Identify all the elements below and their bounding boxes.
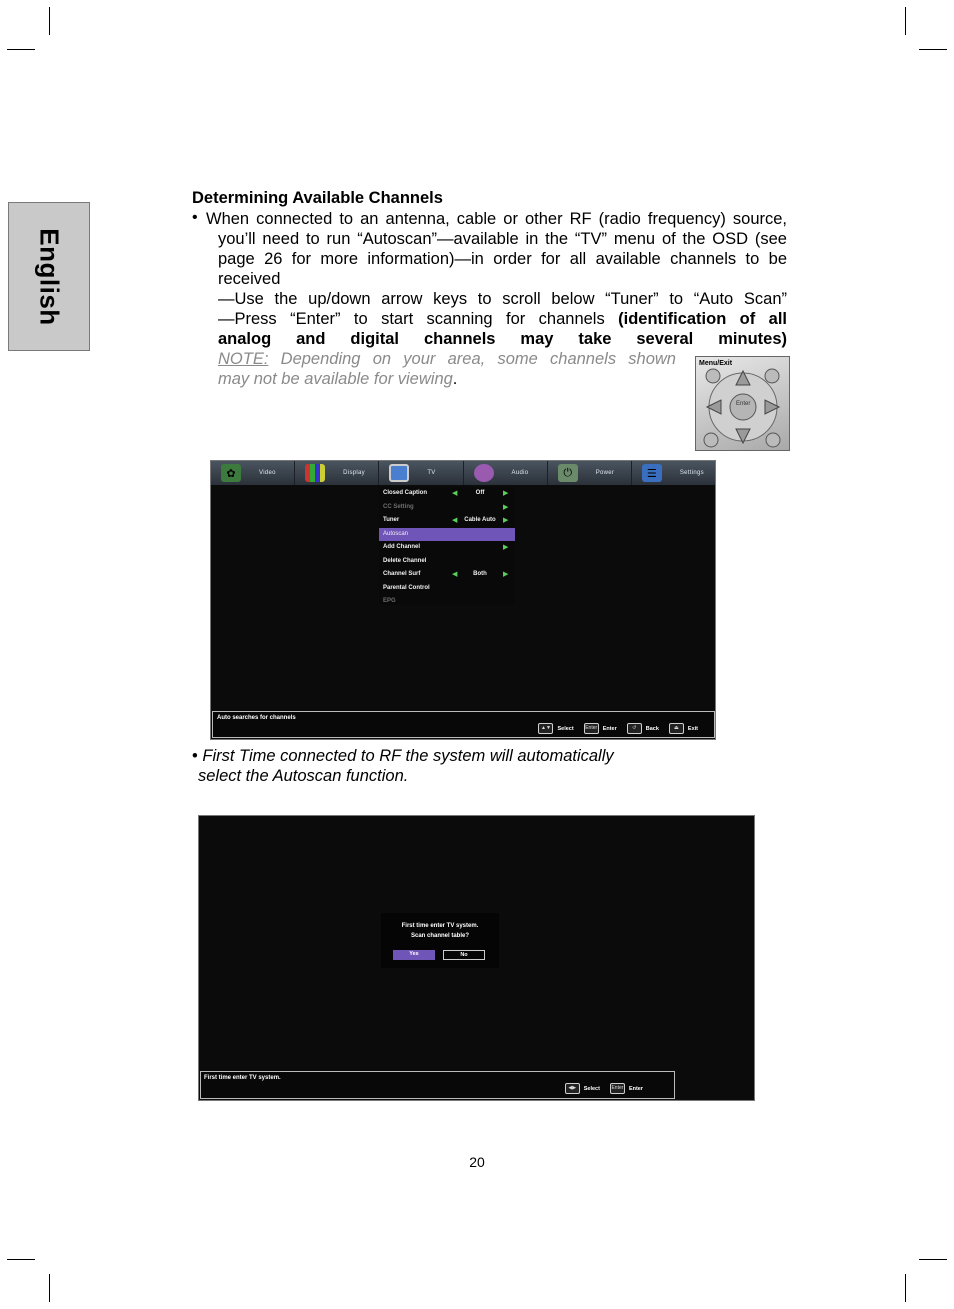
crop-mark xyxy=(905,7,906,35)
bold-note-end: minutes) xyxy=(718,330,787,348)
page-number: 20 xyxy=(469,1154,485,1170)
key-label-select: Select xyxy=(557,725,574,732)
osd-tab-label: Audio xyxy=(511,470,529,476)
key-label-enter: Enter xyxy=(602,725,617,732)
bold-note: analog and digital channels may take several xyxy=(218,330,694,348)
key-label-enter: Enter xyxy=(628,1085,643,1092)
menu-item-epg xyxy=(379,595,515,609)
key-label-exit: Exit xyxy=(687,725,698,732)
right-arrow-icon[interactable]: ▶ xyxy=(503,544,509,551)
menu-item-label: Closed Caption xyxy=(383,490,428,496)
note-text: may not be available for viewing xyxy=(218,370,453,388)
crop-mark xyxy=(919,49,947,50)
osd-tab-label: Video xyxy=(259,470,276,476)
right-arrow-icon: ▶ xyxy=(503,503,509,511)
bold-line xyxy=(206,329,787,349)
osd-tab-tv[interactable] xyxy=(379,461,463,485)
osd-tab-label: Settings xyxy=(679,470,704,476)
menu-item-autoscan[interactable] xyxy=(379,528,515,542)
menu-item-add-channel[interactable] xyxy=(379,541,515,555)
first-time-scan-screenshot xyxy=(198,815,755,1101)
list-icon: ☰ xyxy=(642,464,662,482)
osd-status-bar xyxy=(200,1071,675,1099)
remote-control-image xyxy=(695,356,790,451)
menu-item-label: Channel Surf xyxy=(383,571,421,577)
menu-item-delete-channel[interactable] xyxy=(379,555,515,569)
note-text: Depending on your area, some channels shown xyxy=(280,350,676,368)
osd-tab-display[interactable] xyxy=(295,461,379,485)
back-key-icon: ↺ xyxy=(627,723,642,734)
osd-tab-label: Display xyxy=(343,470,365,476)
para-line: When connected to an antenna, cable or other RF (radio frequency) source, xyxy=(206,210,787,228)
speaker-icon xyxy=(474,464,494,482)
note-line xyxy=(206,349,676,369)
osd-tab-label: Power xyxy=(595,470,615,476)
menu-item-channel-surf[interactable] xyxy=(379,568,515,582)
up-down-key-icon: ▲▼ xyxy=(538,723,553,734)
osd-tv-menu-screenshot xyxy=(210,460,716,740)
key-label-select: Select xyxy=(583,1085,600,1092)
plug-icon: ⏻ xyxy=(558,464,578,482)
no-button[interactable]: No xyxy=(443,950,485,960)
osd-tab-audio[interactable] xyxy=(464,461,548,485)
osd-tab-bar xyxy=(211,461,715,485)
para-line-text: —Press “Enter” to start scanning for channels xyxy=(218,310,605,328)
tv-icon xyxy=(389,464,409,482)
dialog-question: First time enter TV system. xyxy=(401,923,479,929)
left-arrow-icon[interactable]: ◀ xyxy=(452,571,458,578)
osd-status-bar xyxy=(212,711,715,738)
crop-mark xyxy=(905,1274,906,1302)
osd-key-hints xyxy=(538,723,704,734)
bullet-marker: • xyxy=(192,209,198,226)
crop-mark xyxy=(49,1274,50,1302)
osd-tv-submenu xyxy=(379,487,515,605)
key-label-back: Back xyxy=(645,725,659,732)
first-time-note-line: • First Time connected to RF the system will automatically xyxy=(192,747,614,765)
left-arrow-icon[interactable]: ◀ xyxy=(452,490,458,497)
left-right-key-icon: ◀▶ xyxy=(565,1083,580,1094)
menu-item-value: Off xyxy=(475,490,485,496)
bold-note: (identification of all xyxy=(618,310,788,328)
crop-mark xyxy=(919,1259,947,1260)
note-period: . xyxy=(452,370,458,388)
crop-mark xyxy=(7,49,35,50)
menu-item-cc-setting xyxy=(379,501,515,515)
para-line-with-bold xyxy=(206,309,787,329)
note-label: NOTE: xyxy=(218,350,269,368)
menu-item-value: Cable Auto xyxy=(464,517,496,523)
right-arrow-icon[interactable]: ▶ xyxy=(503,490,509,497)
language-side-tab xyxy=(8,202,90,351)
first-time-note xyxy=(192,746,614,786)
yes-button[interactable]: Yes xyxy=(393,950,435,960)
para-line: you’ll need to run “Autoscan”—available in the “TV” menu of the OSD (see xyxy=(218,230,787,248)
enter-key-icon: Enter xyxy=(584,723,599,734)
crop-mark xyxy=(7,1259,35,1260)
menu-item-label: CC Setting xyxy=(383,503,414,510)
crop-mark xyxy=(49,7,50,35)
para-line: received xyxy=(218,270,281,288)
osd-tab-power[interactable] xyxy=(548,461,632,485)
menu-exit-label: Menu/Exit xyxy=(699,360,733,367)
menu-item-label: EPG xyxy=(383,598,396,604)
menu-item-value: Both xyxy=(473,571,487,577)
scan-dialog xyxy=(381,913,499,968)
right-arrow-icon[interactable]: ▶ xyxy=(503,517,509,524)
enter-key-icon: Enter xyxy=(610,1083,625,1094)
menu-item-label: Delete Channel xyxy=(383,557,427,564)
osd-key-hints xyxy=(565,1083,649,1094)
osd-tab-label: TV xyxy=(427,470,436,476)
osd-status-text: First time enter TV system. xyxy=(204,1075,281,1081)
first-time-note-line: select the Autoscan function. xyxy=(198,767,409,785)
film-reel-icon: ✿ xyxy=(221,464,241,482)
menu-item-tuner[interactable] xyxy=(379,514,515,528)
menu-item-label: Autoscan xyxy=(383,530,409,537)
section-heading: Determining Available Channels xyxy=(192,189,443,207)
bullet-marker: • xyxy=(192,747,198,765)
color-bars-icon xyxy=(305,464,325,482)
right-arrow-icon[interactable]: ▶ xyxy=(503,571,509,578)
osd-tab-settings[interactable] xyxy=(632,461,715,485)
menu-item-closed-caption[interactable] xyxy=(379,487,515,501)
exit-key-icon: ⏏ xyxy=(669,723,684,734)
para-line: page 26 for more information)—in order for all available channels to be xyxy=(218,250,787,268)
menu-item-label: Tuner xyxy=(383,517,400,523)
language-label: English xyxy=(34,227,65,326)
enter-label: Enter xyxy=(736,401,751,407)
left-arrow-icon[interactable]: ◀ xyxy=(452,517,458,524)
menu-item-label: Parental Control xyxy=(383,584,430,591)
osd-status-text: Auto searches for channels xyxy=(217,715,296,721)
dialog-question: Scan channel table? xyxy=(410,933,470,939)
para-line: —Use the up/down arrow keys to scroll below “Tuner” to “Auto Scan” xyxy=(218,290,787,308)
menu-item-parental-control[interactable] xyxy=(379,582,515,596)
osd-tab-video[interactable] xyxy=(211,461,295,485)
menu-item-label: Add Channel xyxy=(383,544,420,550)
